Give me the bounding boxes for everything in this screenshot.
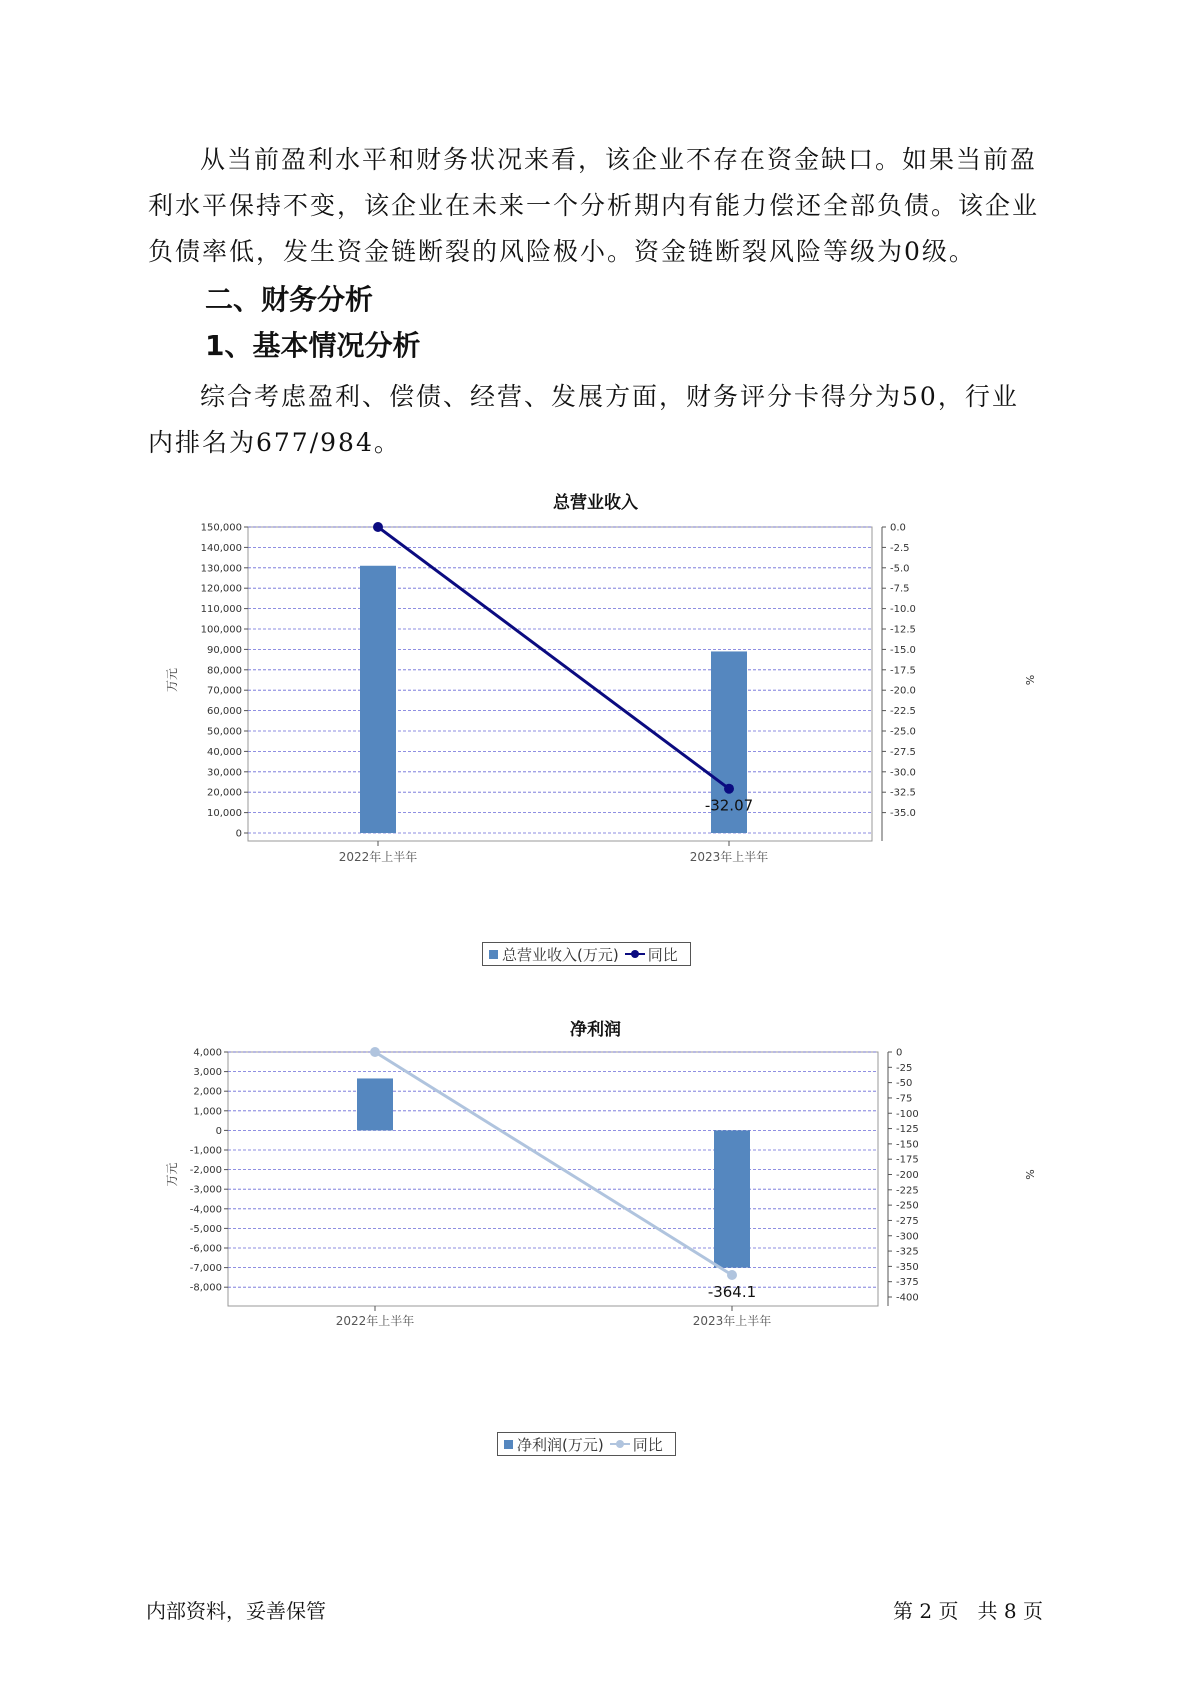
x-tick-label: 2023年上半年 (689, 850, 769, 864)
y-tick-label: -8,000 (189, 1282, 222, 1294)
y2-tick-label: -27.5 (890, 746, 916, 758)
y2-tick-label: -25 (896, 1062, 913, 1074)
yoy-point (724, 784, 734, 794)
y-tick-label: 110,000 (200, 604, 242, 616)
y-tick-label: 100,000 (200, 624, 242, 636)
chart-title-net-profit: 净利润 (570, 1020, 621, 1040)
y-tick-label: -5,000 (189, 1223, 222, 1235)
y-tick-label: -2,000 (189, 1165, 222, 1177)
y2-tick-label: -100 (896, 1108, 919, 1120)
line-marker-icon (610, 1439, 630, 1449)
y2-tick-label: -50 (896, 1078, 913, 1090)
net-profit-chart (160, 1042, 1040, 1402)
y-tick-label: 90,000 (207, 644, 242, 656)
yoy-point-label: -32.07 (704, 796, 754, 815)
y2-tick-label: 0 (896, 1047, 903, 1059)
y2-tick-label: -300 (896, 1231, 919, 1243)
y2-tick-label: -25.0 (890, 726, 916, 738)
y2-tick-label: -32.5 (890, 787, 916, 799)
yoy-point (727, 1270, 737, 1280)
y2-tick-label: -250 (896, 1200, 919, 1212)
y-tick-label: 4,000 (193, 1047, 222, 1059)
x-tick-label: 2022年上半年 (338, 850, 418, 864)
y2-tick-label: -275 (896, 1215, 919, 1227)
paragraph-score-summary: 综合考虑盈利、偿债、经营、发展方面，财务评分卡得分为50，行业内排名为677/984。 (148, 382, 1019, 457)
y-tick-label: 70,000 (207, 685, 242, 697)
y-tick-label: -1,000 (189, 1145, 222, 1157)
yoy-point (370, 1047, 380, 1057)
bar (360, 566, 396, 833)
y2-tick-label: -225 (896, 1185, 919, 1197)
yoy-point (373, 522, 383, 532)
bar (357, 1078, 393, 1130)
y2-tick-label: -125 (896, 1124, 919, 1136)
yoy-line (378, 527, 729, 789)
y-tick-label: 140,000 (200, 542, 242, 554)
y-tick-label: 150,000 (200, 522, 242, 534)
y2-tick-label: -12.5 (890, 624, 916, 636)
y2-tick-label: -7.5 (890, 583, 910, 595)
legend-label-yoy: 同比 (647, 945, 678, 964)
y-tick-label: 50,000 (207, 726, 242, 738)
y2-tick-label: 0.0 (890, 522, 906, 534)
legend-label-yoy: 同比 (632, 1435, 663, 1454)
y-tick-label: 130,000 (200, 563, 242, 575)
y2-tick-label: -10.0 (890, 604, 916, 616)
y2-tick-label: -17.5 (890, 665, 916, 677)
legend-item-net-profit (504, 1434, 604, 1455)
y2-tick-label: -175 (896, 1154, 919, 1166)
legend-item-yoy (625, 944, 678, 965)
y-axis-title: 万元 (165, 667, 179, 693)
y-tick-label: 2,000 (193, 1086, 222, 1098)
y2-tick-label: -325 (896, 1246, 919, 1258)
y2-tick-label: -2.5 (890, 542, 910, 554)
y2-tick-label: -150 (896, 1139, 919, 1151)
y2-tick-label: -400 (896, 1292, 919, 1304)
y2-tick-label: -375 (896, 1277, 919, 1289)
legend-label-net-profit: 净利润(万元) (517, 1435, 604, 1454)
y-tick-label: 120,000 (200, 583, 242, 595)
y2-tick-label: -20.0 (890, 685, 916, 697)
yoy-line (375, 1052, 732, 1275)
revenue-chart (160, 515, 1040, 875)
y2-tick-label: -200 (896, 1170, 919, 1181)
y-tick-label: 10,000 (207, 808, 242, 820)
plot-frame (248, 527, 872, 841)
legend-item-revenue (489, 944, 619, 965)
x-tick-label: 2023年上半年 (692, 1314, 772, 1328)
bar-swatch-icon (489, 950, 498, 959)
x-tick-label: 2022年上半年 (335, 1314, 415, 1328)
footer-page-number: 第 2 页 共 8 页 (893, 1599, 1043, 1623)
y-tick-label: -6,000 (189, 1243, 222, 1255)
legend-item-yoy (610, 1434, 663, 1455)
y-tick-label: -4,000 (189, 1204, 222, 1216)
bar (714, 1130, 750, 1267)
y2-tick-label: -5.0 (890, 563, 910, 575)
y-axis-title: 万元 (165, 1162, 179, 1187)
revenue-chart-legend (482, 942, 691, 966)
y-tick-label: -3,000 (189, 1184, 222, 1196)
line-marker-icon (625, 949, 645, 959)
y-tick-label: 0 (215, 1125, 222, 1137)
y2-tick-label: -30.0 (890, 767, 916, 779)
y2-tick-label: -350 (896, 1261, 919, 1273)
y2-tick-label: -35.0 (890, 808, 916, 820)
y2-tick-label: -22.5 (890, 706, 916, 718)
y-tick-label: 80,000 (207, 665, 242, 677)
subsection-heading-basic-analysis: 1、基本情况分析 (205, 329, 421, 362)
bar-swatch-icon (504, 1440, 513, 1449)
y-tick-label: 40,000 (207, 746, 242, 758)
section-heading-financial-analysis: 二、财务分析 (205, 283, 374, 316)
y2-tick-label: -15.0 (890, 644, 916, 656)
paragraph-funding-gap: 从当前盈利水平和财务状况来看，该企业不存在资金缺口。如果当前盈利水平保持不变，该企业在未来一个分析期内有能力偿还全部负债。该企业负债率低，发生资金链断裂的风险极小。资金链断裂风险等级为0级。 (148, 145, 1040, 266)
y2-axis-title: % (1023, 674, 1036, 686)
y-tick-label: 3,000 (193, 1067, 222, 1079)
chart-title-revenue: 总营业收入 (553, 493, 638, 513)
y-tick-label: 1,000 (193, 1106, 222, 1118)
y-tick-label: 0 (235, 828, 242, 840)
y-tick-label: 20,000 (207, 787, 242, 799)
y-tick-label: 60,000 (207, 706, 242, 718)
legend-label-revenue: 总营业收入(万元) (502, 945, 619, 964)
y2-axis-title: % (1023, 1169, 1036, 1180)
yoy-point-label: -364.1 (707, 1283, 757, 1302)
net-profit-chart-legend (497, 1432, 676, 1456)
y-tick-label: 30,000 (207, 767, 242, 779)
y2-tick-label: -75 (896, 1093, 913, 1105)
footer-confidential-note: 内部资料，妥善保管 (146, 1599, 326, 1623)
y-tick-label: -7,000 (189, 1263, 222, 1275)
